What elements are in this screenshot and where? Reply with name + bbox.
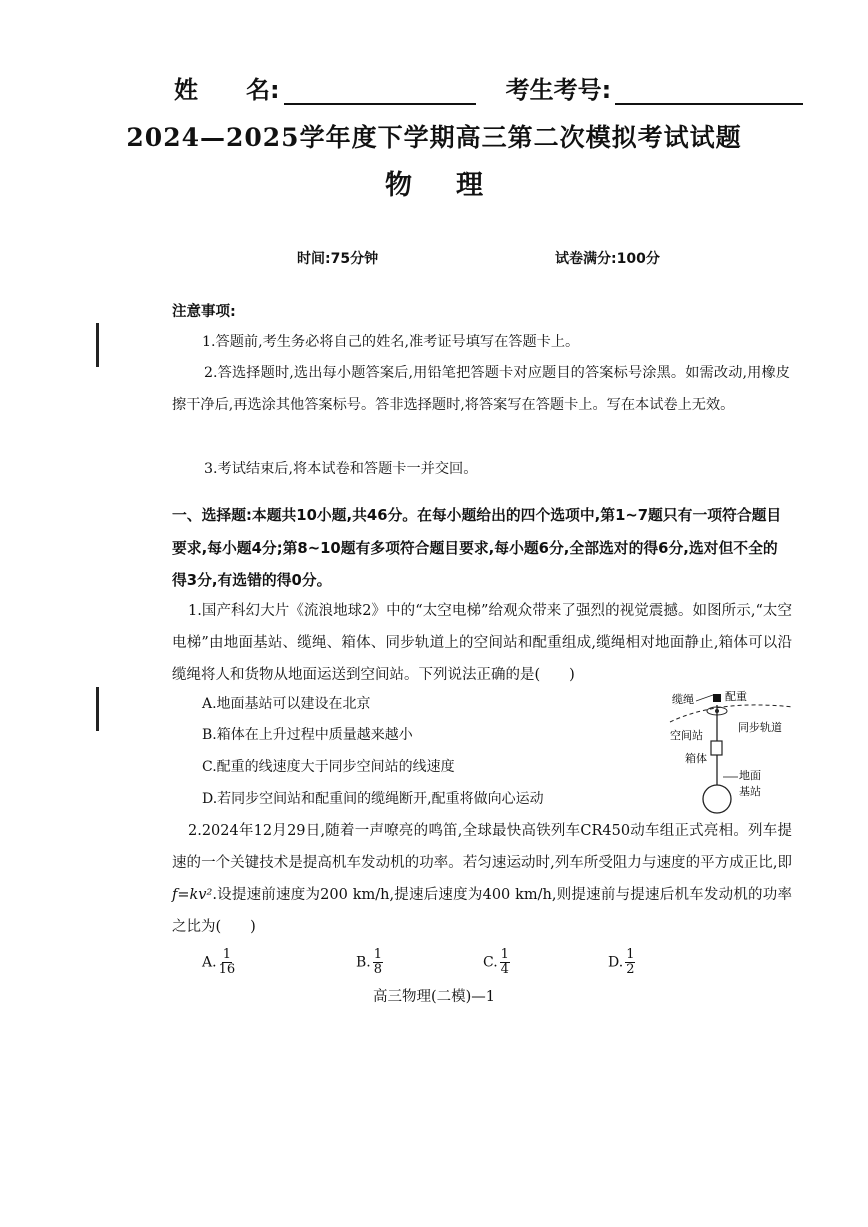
q2-formula: f=kv² (172, 887, 213, 903)
name-blank (284, 79, 476, 105)
subject-title (0, 163, 868, 202)
q2-option-b-fraction (373, 948, 383, 977)
exam-id-label: 考生考号: (505, 76, 612, 104)
label-base: 基站 (739, 785, 761, 798)
q2-option-a-label: A. (202, 954, 217, 971)
q2-option-b-denominator: 8 (373, 962, 383, 977)
q2-option-d (608, 948, 635, 977)
q2-option-a-denominator: 16 (218, 962, 236, 977)
elevator-box (711, 741, 722, 755)
exam-score: 试卷满分:100分 (555, 251, 660, 267)
q1-option-a: A.地面基站可以建设在北京 (202, 696, 371, 712)
q2-option-b-label: B. (356, 954, 371, 971)
subject-text: 物理 (385, 170, 527, 201)
notice-heading: 注意事项: (172, 304, 236, 320)
section-1-heading: 一、选择题:本题共10小题,共46分。在每小题给出的四个选项中,第1~7题只有一项符合题目要求,每小题4分;第8~10题有多项符合题目要求,每小题6分,全部选对的得6分,选对但不全的得3分,有选错的得0分。 (172, 507, 782, 589)
q2-stem-part2: .设提速前速度为200 km/h,提速后速度为400 km/h,则提速前与提速后机车发动机的功率之比为( ) (172, 887, 792, 935)
page-footer: 高三物理(二模)—1 (372, 989, 496, 1005)
notice-item-2: 2.答选择题时,选出每小题答案后,用铅笔把答题卡对应题目的答案标号涂黑。如需改动,用橡皮擦干净后,再选涂其他答案标号。答非选择题时,将答案写在答题卡上。写在本试卷上无效。 (172, 365, 790, 413)
sync-orbit-arc (670, 705, 793, 722)
question-1-stem: 1.国产科幻大片《流浪地球2》中的“太空电梯”给观众带来了强烈的视觉震撼。如图所示,“太空电梯”由地面基站、缆绳、箱体、同步轨道上的空间站和配重组成,缆绳相对地面静止,箱体可以沿缆绳将人和货物从地面运送到空间站。下列说法正确的是( ) (172, 603, 792, 683)
q2-option-a-fraction (219, 948, 236, 977)
exam-title: 2024—2025学年度下学期高三第二次模拟考试试题 (126, 123, 742, 152)
space-elevator-diagram (668, 685, 798, 815)
q2-stem-part1: 2.2024年12月29日,随着一声嘹亮的鸣笛,全球最快高铁列车CR450动车组正式亮相。列车提速的一个关键技术是提高机车发动机的功率。若匀速运动时,列车所受阻力与速度的平方成正比,即 (172, 823, 792, 871)
q1-option-d: D.若同步空间站和配重间的缆绳断开,配重将做向心运动 (202, 791, 544, 807)
q2-option-c-fraction (500, 948, 510, 977)
q2-option-a-numerator: 1 (222, 947, 231, 962)
candidate-info-row (174, 70, 803, 105)
q1-option-b: B.箱体在上升过程中质量越来越小 (202, 727, 413, 743)
q2-option-c-numerator: 1 (500, 947, 509, 962)
label-cable: 缆绳 (672, 693, 694, 706)
q2-option-d-numerator: 1 (626, 947, 635, 962)
q2-option-d-label: D. (608, 954, 624, 971)
q2-option-b (356, 948, 383, 977)
binding-mark-top (96, 323, 99, 367)
label-ground: 地面 (739, 769, 761, 782)
label-counterweight: 配重 (725, 690, 747, 703)
q1-option-c: C.配重的线速度大于同步空间站的线速度 (202, 759, 455, 775)
question-2-stem (172, 815, 792, 943)
q2-option-a (202, 948, 235, 977)
name-label: 姓 名: (174, 76, 280, 104)
label-station: 空间站 (670, 729, 703, 742)
q2-option-d-denominator: 2 (626, 962, 635, 977)
binding-mark-bottom (96, 687, 99, 731)
q2-option-b-numerator: 1 (373, 947, 383, 962)
cable-pointer (696, 695, 713, 701)
notice-item-1: 1.答题前,考生务必将自己的姓名,准考证号填写在答题卡上。 (202, 334, 580, 350)
space-station-hub (715, 709, 719, 713)
counterweight-block (713, 694, 721, 702)
q2-option-c (483, 948, 510, 977)
label-box: 箱体 (685, 752, 707, 765)
q2-option-d-fraction (625, 948, 635, 977)
earth-circle (703, 785, 731, 813)
notice-item-3: 3.考试结束后,将本试卷和答题卡一并交回。 (204, 461, 478, 477)
exam-id-blank (615, 79, 803, 105)
q2-option-c-label: C. (483, 954, 498, 971)
exam-time: 时间:75分钟 (297, 251, 379, 267)
q2-option-c-denominator: 4 (500, 962, 509, 977)
label-orbit: 同步轨道 (738, 721, 782, 734)
